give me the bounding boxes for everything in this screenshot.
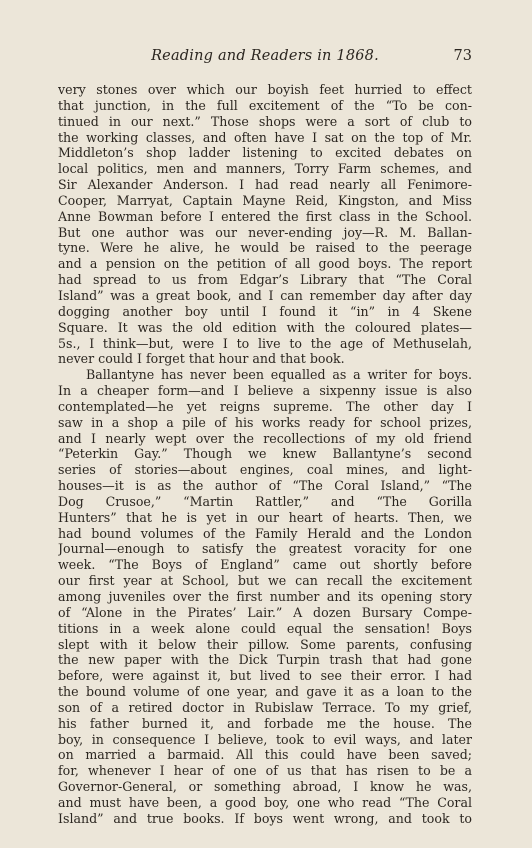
- text-line: that junction, in the full excitement of the “To be con-: [58, 97, 472, 113]
- text-line: very stones over which our boyish feet hurried to effect: [58, 82, 472, 97]
- text-line: and a pension on the petition of all good boys. The report: [58, 256, 472, 272]
- text-line: Journal—enough to satisfy the greatest voracity for one: [58, 541, 472, 557]
- text-line: contemplated—he yet reigns supreme. The other day I: [58, 398, 472, 414]
- text-line: among juveniles over the first number and its opening story: [58, 589, 472, 604]
- text-line: had spread to us from Edgar’s Library that “The Coral: [58, 272, 472, 288]
- text-line: of “Alone in the Pirates’ Lair.” A dozen Bursary Compe-: [58, 604, 472, 620]
- text-line: boy, in consequence I believe, took to evil ways, and later: [58, 731, 472, 747]
- text-line: tinued in our next.” Those shops were a sort of club to: [58, 113, 472, 129]
- text-line: houses—it is as the author of “The Coral Island,” “The: [58, 478, 472, 494]
- text-line: his father burned it, and forbade me the house. The: [58, 715, 472, 731]
- text-line: slept with it below their pillow. Some parents, confusing: [58, 636, 472, 652]
- text-line: and I nearly wept over the recollections of my old friend: [58, 430, 472, 446]
- text-line: the new paper with the Dick Turpin trash that had gone: [58, 652, 472, 668]
- text-line: “Peterkin Gay.” Though we knew Ballantyne’s second: [58, 446, 472, 462]
- text-line: and must have been, a good boy, one who read “The Coral: [58, 794, 472, 810]
- paragraph-start-line: Ballantyne has never been equalled as a writer for boys.: [86, 367, 472, 383]
- text-line: the bound volume of one year, and gave it as a loan to the: [58, 684, 472, 700]
- text-line: dogging another boy until I found it “in” in 4 Skene: [58, 303, 472, 319]
- text-line: Middleton’s shop ladder listening to excited debates on: [58, 145, 472, 161]
- text-line: the working classes, and often have I sat on the top of Mr.: [58, 129, 472, 145]
- text-line: son of a retired doctor in Rubislaw Terrace. To my grief,: [58, 699, 472, 715]
- page-number: 73: [453, 48, 472, 64]
- text-line: for, whenever I hear of one of us that has risen to be a: [58, 763, 472, 779]
- text-line: had bound volumes of the Family Herald and the London: [58, 525, 472, 541]
- text-line: In a cheaper form—and I believe a sixpenny issue is also: [58, 383, 472, 399]
- text-line: series of stories—about engines, coal mines, and light-: [58, 462, 472, 478]
- text-line: Cooper, Marryat, Captain Mayne Reid, Kingston, and Miss: [58, 192, 472, 208]
- text-line: Governor-General, or something abroad, I know he was,: [58, 779, 472, 795]
- text-line: Anne Bowman before I entered the first class in the School.: [58, 208, 472, 224]
- text-line: week. “The Boys of England” came out shortly before: [58, 557, 472, 573]
- text-line: on married a barmaid. All this could have been saved;: [58, 747, 472, 763]
- text-line: before, were against it, but lived to see their error. I had: [58, 668, 472, 684]
- text-line: our first year at School, but we can recall the excitement: [58, 573, 472, 589]
- text-line: Island” was a great book, and I can remember day after day: [58, 287, 472, 303]
- text-line: Sir Alexander Anderson. I had read nearly all Fenimore-: [58, 177, 472, 193]
- text-line: titions in a week alone could equal the sensation! Boys: [58, 620, 472, 636]
- paragraph-end-line: never could I forget that hour and that book.: [58, 351, 345, 367]
- text-line: Island” and true books. If boys went wrong, and took to: [58, 810, 472, 826]
- text-line: tyne. Were he alive, he would be raised to the peerage: [58, 240, 472, 256]
- running-title: Reading and Readers in 1868.: [151, 48, 379, 64]
- text-line: local politics, men and manners, Torry Farm schemes, and: [58, 161, 472, 177]
- text-line: saw in a shop a pile of his works ready for school prizes,: [58, 414, 472, 430]
- body-text: [58, 82, 472, 827]
- text-line: Dog Crusoe,” “Martin Rattler,” and “The Gorilla: [58, 493, 472, 509]
- text-line: Hunters” that he is yet in our heart of hearts. Then, we: [58, 509, 472, 525]
- text-line: 5s., I think—but, were I to live to the age of Methuselah,: [58, 335, 472, 351]
- text-line: But one author was our never-ending joy—R. M. Ballan-: [58, 224, 472, 240]
- running-head: [58, 48, 472, 70]
- text-line: Square. It was the old edition with the coloured plates—: [58, 319, 472, 335]
